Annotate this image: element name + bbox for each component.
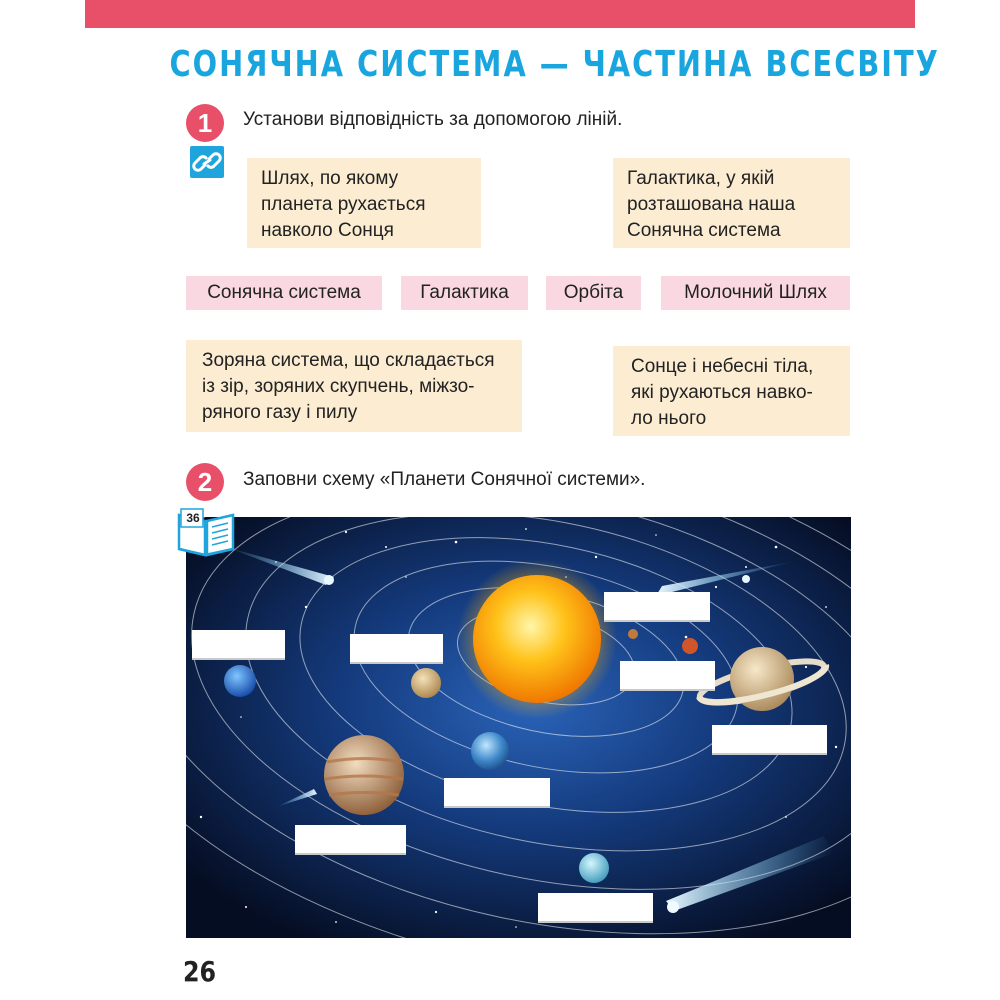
mars: [682, 638, 698, 654]
term-galaxy[interactable]: Галактика: [401, 276, 528, 310]
top-color-bar: [85, 0, 915, 28]
card-line: із зір, зоряних скупчень, міжзо-: [202, 376, 475, 397]
sun: [473, 575, 601, 703]
card-line: розташована наша: [627, 194, 796, 215]
card-line: ряного газу і пилу: [202, 402, 358, 423]
card-line: Сонячна система: [627, 220, 781, 241]
definition-card-milky-way[interactable]: [613, 158, 850, 248]
open-book-icon: [175, 503, 237, 557]
definition-card-solar-system[interactable]: [613, 346, 850, 436]
card-line: які рухаються навко-: [631, 382, 813, 403]
uranus: [579, 853, 609, 883]
card-line: Зоряна система, що складається: [202, 350, 495, 371]
neptune: [224, 665, 256, 697]
definition-card-galaxy[interactable]: [186, 340, 522, 432]
card-line: Галактика, у якій: [627, 168, 775, 189]
earth: [471, 732, 509, 770]
term-milky-way[interactable]: Молочний Шлях: [661, 276, 850, 310]
card-line: навколо Сонця: [261, 220, 394, 241]
task-1-number: 1: [186, 104, 224, 142]
planet-label-box[interactable]: [620, 661, 715, 691]
mercury: [628, 629, 638, 639]
card-line: Шлях, по якому: [261, 168, 399, 189]
card-line: ло нього: [631, 408, 707, 429]
card-line: планета рухається: [261, 194, 426, 215]
card-line: Сонце і небесні тіла,: [631, 356, 814, 377]
planet-label-box[interactable]: [538, 893, 653, 923]
planet-label-box[interactable]: [350, 634, 443, 664]
task-2-instruction: Заповни схему «Планети Сонячної системи».: [243, 469, 646, 490]
venus: [411, 668, 441, 698]
task-1-instruction: Установи відповідність за допомогою ліній.: [243, 109, 623, 130]
planet-label-box[interactable]: [295, 825, 406, 855]
definition-card-orbit[interactable]: [247, 158, 481, 248]
term-orbit[interactable]: Орбіта: [546, 276, 641, 310]
planet-label-box[interactable]: [444, 778, 550, 808]
link-icon[interactable]: [190, 146, 224, 178]
solar-system-illustration: [186, 517, 851, 938]
planet-label-box[interactable]: [604, 592, 710, 622]
page-number: 26: [183, 955, 217, 988]
page-title: СОНЯЧНА СИСТЕМА — ЧАСТИНА ВСЕСВІТУ: [169, 44, 940, 85]
task-2-number: 2: [186, 463, 224, 501]
planet-label-box[interactable]: [192, 630, 285, 660]
term-solar-system[interactable]: Сонячна система: [186, 276, 382, 310]
book-page-ref: 36: [186, 511, 200, 525]
planet-label-box[interactable]: [712, 725, 827, 755]
